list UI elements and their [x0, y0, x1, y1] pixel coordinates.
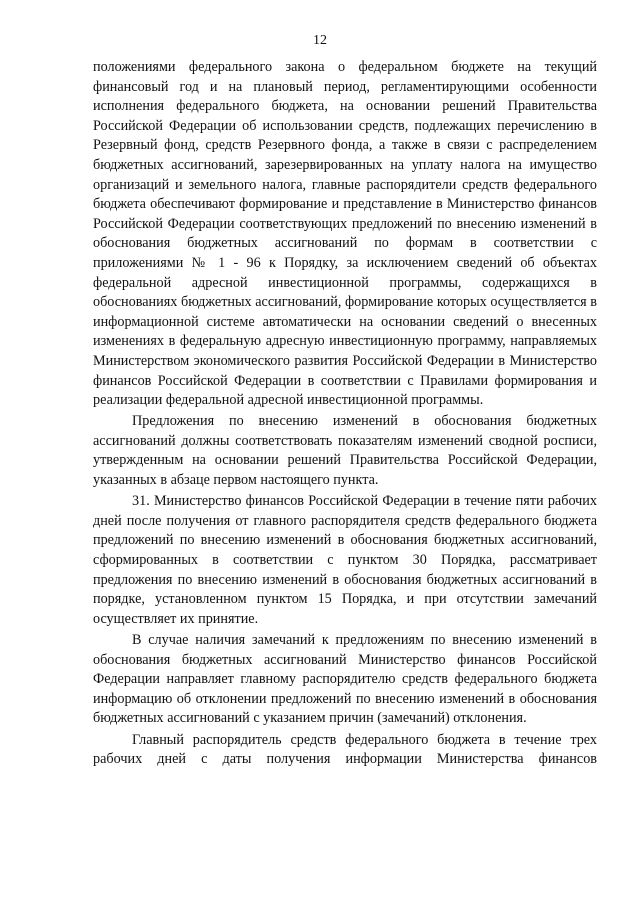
page-number: 12	[313, 33, 327, 48]
paragraph-item-31: 31. Министерство финансов Российской Федерации в течение пяти рабочих дней после получения от главного распорядителя средств федерального бюджета предложений по внесению изменений в обоснования бюджетных ассигнований, сформированных в соответствии с пунктом 30 Порядка, рассматривает предложения по внесению изменений в обоснования бюджетных ассигнований в порядке, установленном пунктом 15 Порядка, и при отсутствии замечаний осуществляет их принятие.	[93, 493, 597, 627]
paragraph-proposals-requirements: Предложения по внесению изменений в обоснования бюджетных ассигнований должны соответствовать показателям изменений сводной росписи, утвержденным на основании решений Правительства Российской Федерации, указанных в абзаце первом настоящего пункта.	[93, 413, 597, 489]
paragraph-continuation: положениями федерального закона о федеральном бюджете на текущий финансовый год и на плановый период, регламентирующими особенности исполнения федерального бюджета, на основании решений Правительства Российской Федерации об использовании средств, подлежащих перечислению в Резервный фонд, средств Резервного фонда, а также в связи с распределением бюджетных ассигнований, зарезервированных на уплату налога на имущество организаций и земельного налога, главные распорядители средств федерального бюджета обеспечивают формирование и представление в Министерство финансов Российской Федерации соответствующих предложений по внесению изменений в обоснования бюджетных ассигнований по формам в соответствии с приложениями № 1 - 96 к Порядку, за исключением сведений об объектах федеральной адресной инвестиционной программы, содержащихся в обоснованиях бюджетных ассигнований, формирование которых осуществляется в информационной системе автоматически на основании сведений о внесенных изменениях в федеральную адресную инвестиционную программу, направляемых Министерством экономического развития Российской Федерации в Министерство финансов Российской Федерации в соответствии с Правилами формирования и реализации федеральной адресной инвестиционной программы.	[93, 59, 597, 409]
document-body	[93, 58, 597, 771]
paragraph-remarks: В случае наличия замечаний к предложениям по внесению изменений в обоснования бюджетных ассигнований Министерство финансов Российской Федерации направляет главному распорядителю средств федерального бюджета информацию об отклонении предложений по внесению изменений в обоснования бюджетных ассигнований с указанием причин (замечаний) отклонения.	[93, 632, 597, 727]
paragraph-chief-manager: Главный распорядитель средств федерального бюджета в течение трех рабочих дней с даты получения информации Министерства финансов	[93, 731, 597, 768]
